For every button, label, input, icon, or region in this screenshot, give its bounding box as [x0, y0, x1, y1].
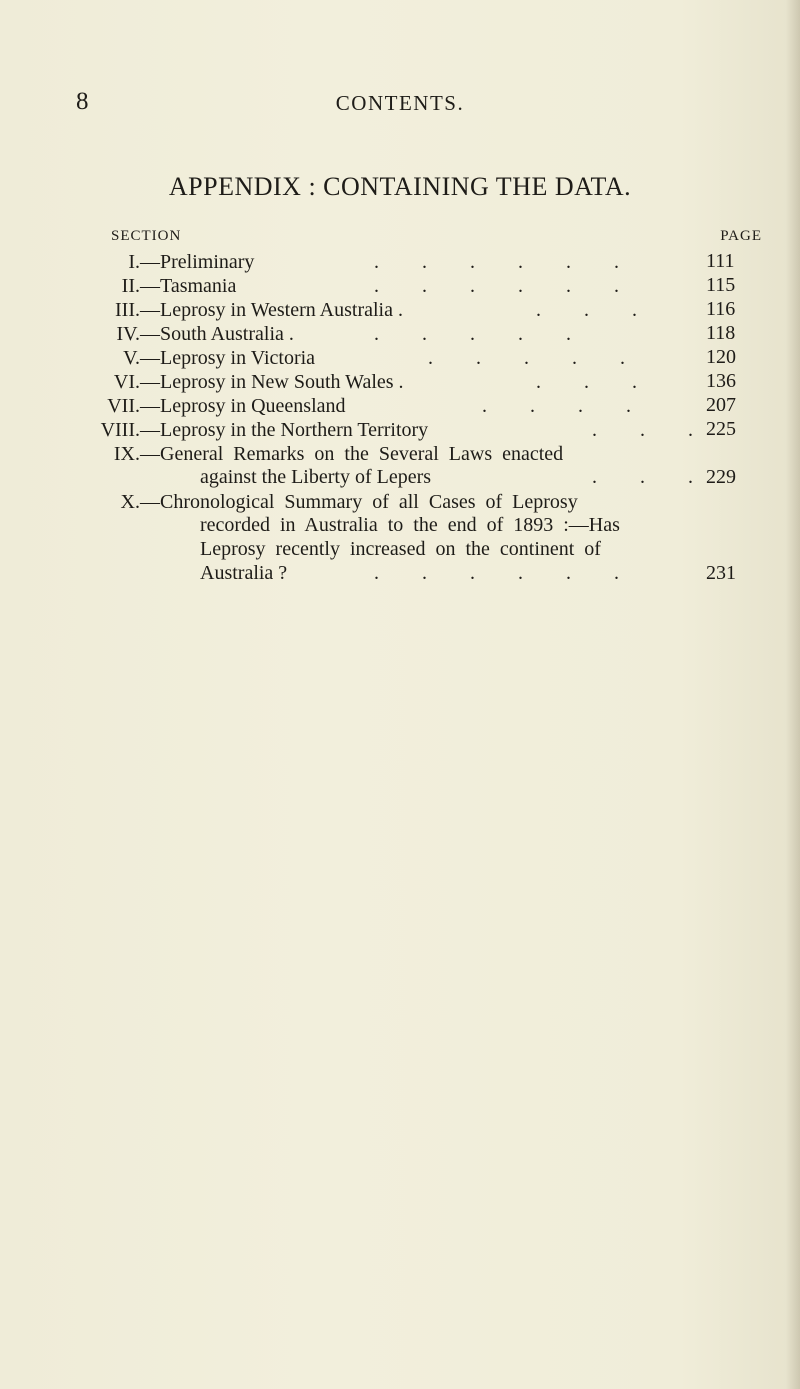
- entry-title: —Preliminary: [140, 251, 255, 273]
- entry-numeral: VII.: [107, 395, 140, 417]
- entry-page: 115: [706, 274, 736, 296]
- leader-dots: . . . . .: [374, 323, 571, 345]
- section-column-heading: SECTION: [111, 228, 182, 244]
- page-edge-shadow: [786, 0, 800, 1389]
- entry-title-continuation: Australia ?: [200, 562, 288, 584]
- entry-title: —Leprosy in Western Australia .: [140, 299, 403, 321]
- leader-dots: . . . .: [482, 395, 631, 417]
- entry-title: —Leprosy in Victoria: [140, 347, 316, 369]
- entry-title-continuation: recorded in Australia to the end of 1893 :—Has: [200, 514, 620, 536]
- entry-page: 111: [706, 250, 735, 272]
- entry-numeral: VI.: [113, 371, 140, 393]
- entry-page: 207: [706, 394, 736, 416]
- page-column-heading: PAGE: [720, 228, 762, 244]
- entry-numeral: IX.: [113, 443, 140, 465]
- entry-title: —Leprosy in New South Wales .: [140, 371, 404, 393]
- leader-dots: . . . . .: [428, 347, 625, 369]
- leader-dots: . . .: [592, 466, 693, 488]
- leader-dots: . . .: [536, 371, 637, 393]
- running-head: CONTENTS.: [335, 91, 465, 115]
- entry-title: —Leprosy in the Northern Territory: [140, 419, 429, 441]
- entry-page: 120: [706, 346, 736, 368]
- leader-dots: . . . . . .: [374, 562, 619, 584]
- page-number: 8: [76, 88, 89, 115]
- entry-numeral: X.: [120, 491, 140, 513]
- entry-title: —Leprosy in Queensland: [140, 395, 346, 417]
- entry-page: 116: [706, 298, 736, 320]
- appendix-title: APPENDIX : CONTAINING THE DATA.: [168, 172, 632, 201]
- entry-title-continuation: against the Liberty of Lepers: [200, 466, 432, 488]
- entry-numeral: III.: [115, 299, 140, 321]
- entry-numeral: I.: [128, 251, 140, 273]
- entry-numeral: V.: [123, 347, 140, 369]
- entry-title-continuation: Leprosy recently increased on the continent of: [200, 538, 601, 560]
- entry-numeral: II.: [121, 275, 140, 297]
- entry-page: 136: [706, 370, 736, 392]
- leader-dots: . . . . . .: [374, 275, 619, 297]
- entry-title: —South Australia .: [140, 323, 294, 345]
- entry-page: 229: [706, 466, 736, 488]
- entry-title: —Tasmania: [140, 275, 237, 297]
- leader-dots: . . .: [592, 419, 693, 441]
- leader-dots: . . . . . .: [374, 251, 619, 273]
- leader-dots: . . .: [536, 299, 637, 321]
- entry-numeral: IV.: [116, 323, 140, 345]
- entry-numeral: VIII.: [100, 419, 140, 441]
- entry-page: 118: [706, 322, 736, 344]
- entry-page: 231: [706, 562, 736, 584]
- entry-title: —Chronological Summary of all Cases of Leprosy: [140, 491, 578, 513]
- entry-title: —General Remarks on the Several Laws enacted: [140, 443, 564, 465]
- entry-page: 225: [706, 418, 736, 440]
